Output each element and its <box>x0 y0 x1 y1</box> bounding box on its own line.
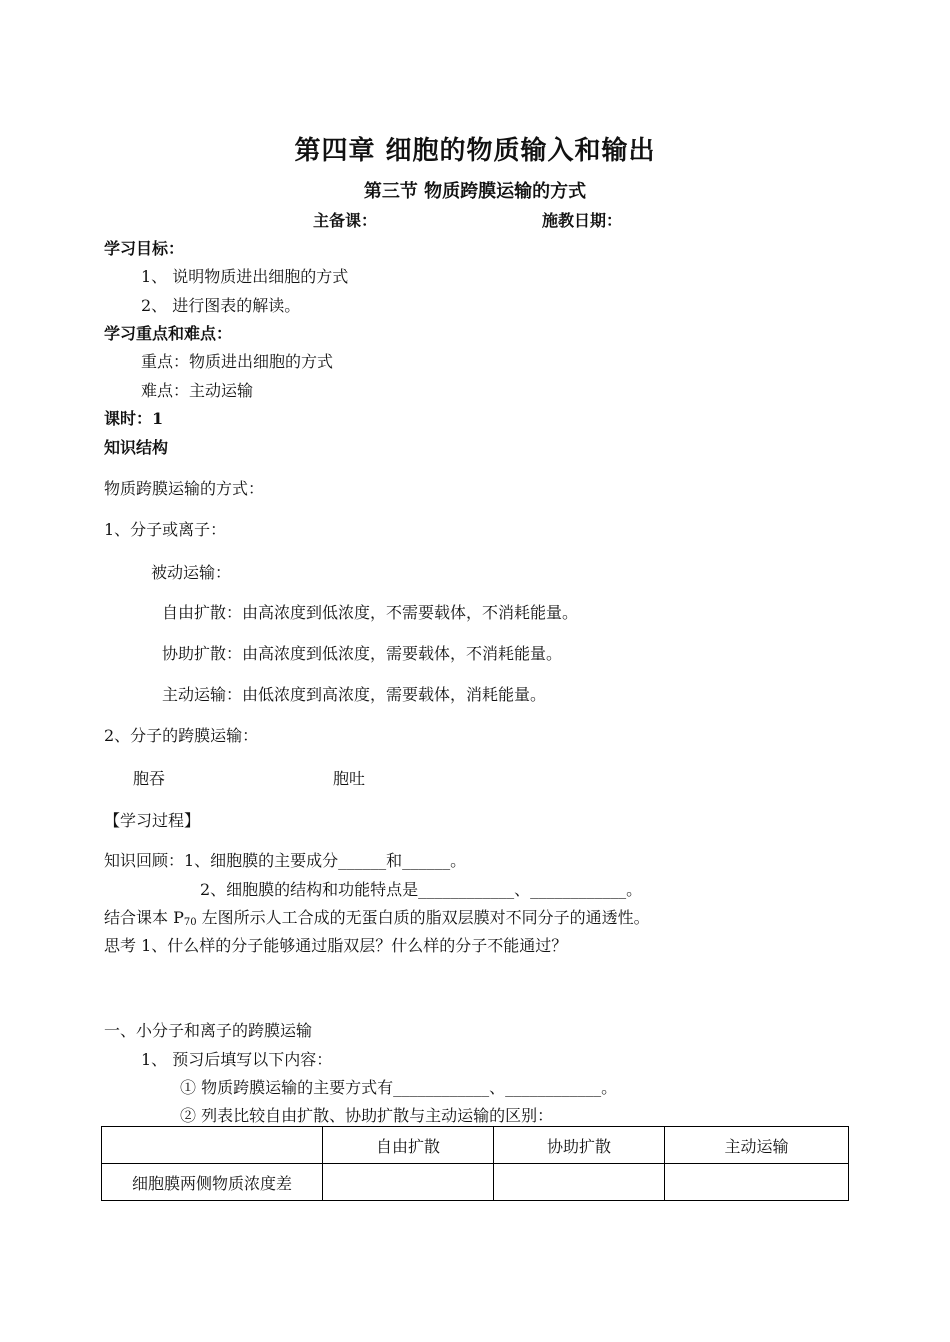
table-header-cell: 主动运输 <box>665 1127 849 1164</box>
table-header-cell: 自由扩散 <box>323 1127 494 1164</box>
structure-intro: 物质跨膜运输的方式： <box>104 479 265 498</box>
free-diffusion: 自由扩散：由高浓度到低浓度，不需要载体，不消耗能量。 <box>162 603 579 622</box>
process-heading: 【学习过程】 <box>104 811 201 830</box>
active-transport: 主动运输：由低浓度到高浓度，需要载体，消耗能量。 <box>162 685 547 704</box>
review-question-2: 2、细胞膜的结构和功能特点是____________、____________。 <box>200 880 643 899</box>
structure-part2: 2、分子的跨膜运输： <box>104 726 259 745</box>
table-cell: 细胞膜两侧物质浓度差 <box>102 1164 323 1201</box>
section1-heading: 一、小分子和离子的跨膜运输 <box>104 1021 313 1040</box>
table-header-cell: 协助扩散 <box>494 1127 665 1164</box>
review-question-1: 知识回顾：1、细胞膜的主要成分______和______。 <box>104 851 467 870</box>
chapter-title: 第四章 细胞的物质输入和输出 <box>294 136 656 166</box>
objective-item: 1、 说明物质进出细胞的方式 <box>141 267 349 286</box>
table-cell[interactable] <box>323 1164 494 1201</box>
section1-question-2: ② 列表比较自由扩散、协助扩散与主动运输的区别： <box>180 1106 554 1125</box>
teach-date-label: 施教日期： <box>542 211 623 230</box>
lead-lesson-label: 主备课： <box>313 211 378 230</box>
think-question-1: 思考 1、什么样的分子能够通过脂双层？什么样的分子不能通过？ <box>104 936 568 955</box>
table-cell[interactable] <box>665 1164 849 1201</box>
table-cell[interactable] <box>494 1164 665 1201</box>
section1-sub1: 1、 预习后填写以下内容： <box>141 1050 333 1069</box>
key-point-difficulty: 难点：主动运输 <box>141 381 254 400</box>
key-points-heading: 学习重点和难点： <box>104 324 233 343</box>
exocytosis: 胞吐 <box>333 769 366 788</box>
table-row <box>102 1164 849 1201</box>
facilitated-diffusion: 协助扩散：由高浓度到低浓度，需要载体，不消耗能量。 <box>162 644 563 663</box>
structure-part1: 1、分子或离子： <box>104 520 227 539</box>
table-header-cell <box>102 1127 323 1164</box>
section1-question-1: ① 物质跨膜运输的主要方式有____________、____________。 <box>180 1078 618 1097</box>
textbook-note: 结合课本 $P_{70}$ 左图所示人工合成的无蛋白质的脂双层膜对不同分子的通透性。 <box>104 908 650 928</box>
objectives-heading: 学习目标： <box>104 239 185 258</box>
section-title: 第三节 物质跨膜运输的方式 <box>363 181 587 202</box>
table-header-row <box>102 1127 849 1164</box>
objective-item: 2、 进行图表的解读。 <box>141 296 301 315</box>
endocytosis: 胞吞 <box>133 769 166 788</box>
comparison-table <box>101 1126 849 1201</box>
structure-heading: 知识结构 <box>104 438 169 457</box>
class-hours: 课时：1 <box>104 409 164 428</box>
key-point-focus: 重点：物质进出细胞的方式 <box>141 352 334 371</box>
passive-transport: 被动运输： <box>151 563 232 582</box>
